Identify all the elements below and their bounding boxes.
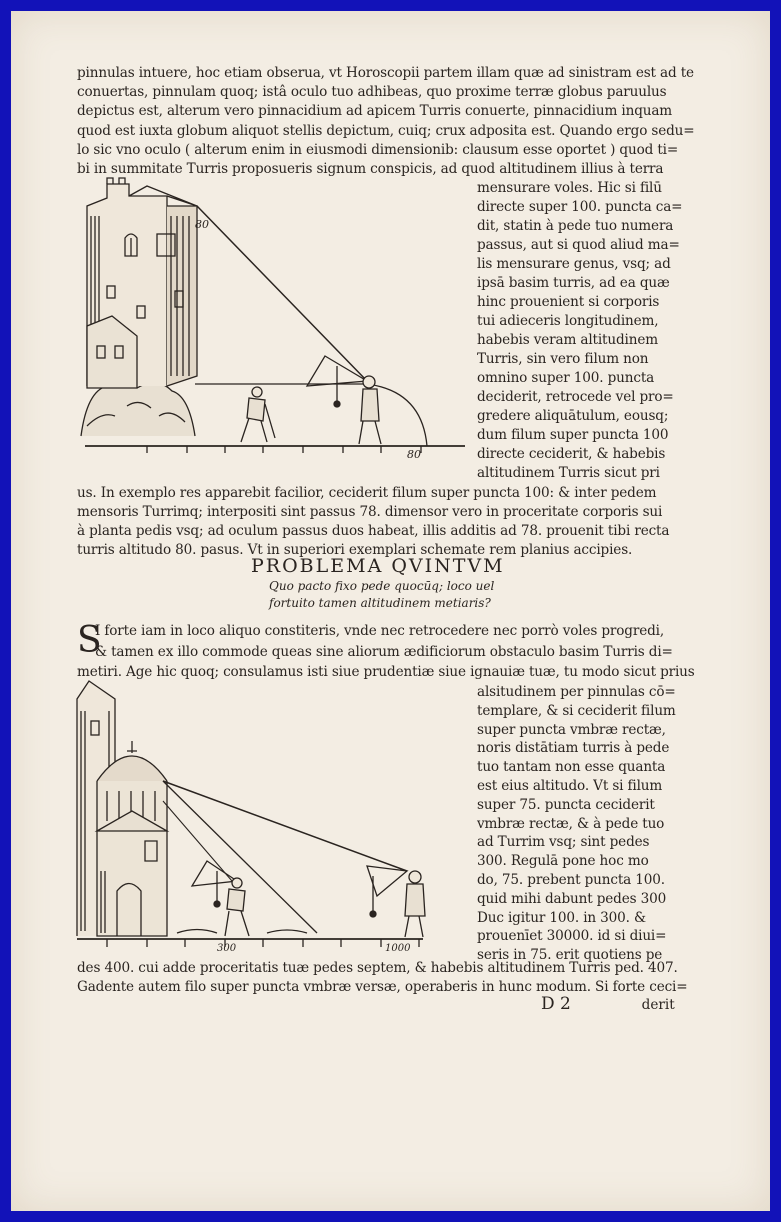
drop-capital: S [77, 620, 102, 661]
text-line: gredere aliquātulum, eousq; [477, 408, 669, 424]
text-line: do, 75. prebent puncta 100. [477, 872, 665, 888]
text-line: deciderit, retrocede vel pro= [477, 389, 674, 405]
catchword: derit [641, 997, 675, 1013]
subheading-line-2: fortuito tamen altitudinem metiaris? [269, 596, 491, 610]
fig1-base-label: 80 [407, 448, 421, 461]
text-line: dum filum super puncta 100 [477, 427, 669, 443]
text-line: bi in summitate Turris proposueris signum conspicis, ad quod altitudinem illius à terra [77, 161, 664, 177]
text-line: habebis veram altitudinem [477, 332, 658, 348]
text-line: seris in 75. erit quotiens pe [477, 947, 663, 964]
text-line: ipsā basim turris, ad ea quæ [477, 275, 670, 291]
text-line: ad Turrim vsq; sint pedes [477, 834, 650, 851]
text-line: tui adieceris longitudinem, [477, 313, 659, 329]
text-line: directe super 100. puncta ca= [477, 199, 683, 215]
text-line: quod est iuxta globum aliquot stellis depictum, cuiq; crux adposita est. Quando ergo sedu= [77, 122, 695, 139]
text-line: des 400. cui adde proceritatis tuæ pedes septem, & habebis altitudinem Turris ped. 407. [77, 960, 678, 976]
text-line: lo sic vno oculo ( alterum enim in eiusmodi dimensionib: clausum esse oportet ) quod ti= [77, 141, 679, 158]
text-line: omnino super 100. puncta [477, 370, 655, 386]
text-line: us. In exemplo res apparebit facilior, ceciderit filum super puncta 100: & inter pedem [77, 485, 657, 501]
text-line: Turris, sin vero filum non [477, 351, 649, 367]
fig2-mark-300: 300 [217, 943, 237, 954]
figure-tower-measurement-1 [67, 176, 467, 466]
text-line: dit, statin à pede tuo numera [477, 218, 674, 234]
section-heading: PROBLEMA QVINTVM [251, 555, 505, 577]
text-line: est eius altitudo. Vt si filum [477, 778, 663, 794]
text-line: alsitudinem per pinnulas cō= [477, 684, 676, 700]
book-page [11, 11, 770, 1211]
fig2-mark-1000: 1000 [385, 943, 411, 954]
subheading-line-1: Quo pacto fixo pede quocūq; loco uel [269, 579, 495, 593]
text-line: 300. Regulā pone hoc mo [477, 853, 649, 870]
text-line: tuo tantam non esse quanta [477, 759, 666, 776]
text-line: passus, aut si quod aliud ma= [477, 237, 680, 253]
text-line: super puncta vmbræ rectæ, [477, 721, 666, 738]
text-line: depictus est, alterum vero pinnacidium ad apicem Turris conuerte, pinnacidium inquam [77, 103, 673, 120]
figure-tower-measurement-2 [67, 671, 467, 956]
text-line: templare, & si ceciderit filum [477, 702, 676, 719]
fig1-top-label: 80 [195, 218, 209, 231]
text-line: pinnulas intuere, hoc etiam obserua, vt Horoscopii partem illam quæ ad sinistram est ad te [77, 65, 694, 81]
text-line: mensoris Turrimq; interpositi sint passus 78. dimensor vero in proceritate corporis sui [77, 504, 663, 520]
text-line: mensurare voles. Hic si filū [477, 180, 662, 196]
text-line: lis mensurare genus, vsq; ad [477, 256, 671, 272]
text-line: prouenīet 30000. id si diui= [477, 928, 667, 945]
text-line: I forte iam in loco aliquo constiteris, vnde nec retrocedere nec porrò voles progredi, [95, 623, 665, 639]
text-line: Gadente autem filo super puncta vmbræ versæ, operaberis in hunc modum. Si forte ceci= [77, 979, 688, 995]
text-line: metiri. Age hic quoq; consulamus isti siue prudentiæ siue ignauiæ tuæ, tu modo sicut prius [77, 664, 695, 680]
text-line: à planta pedis vsq; ad oculum passus duos habeat, illis additis ad 78. prouenit tibi recta [77, 523, 670, 539]
text-line: conuertas, pinnulam quoq; istâ oculo tuo adhibeas, quo proxime terræ globus paruulus [77, 84, 667, 101]
text-line: hinc prouenient si corporis [477, 294, 660, 310]
signature-mark [541, 994, 675, 1014]
text-line: noris distātiam turris à pede [477, 740, 670, 757]
text-line: super 75. puncta ceciderit [477, 796, 655, 813]
text-line: altitudinem Turris sicut pri [477, 465, 660, 481]
text-line: vmbræ rectæ, & à pede tuo [477, 815, 665, 832]
text-line: & tamen ex illo commode queas sine aliorum ædificiorum obstaculo basim Turris di= [95, 643, 673, 660]
text-line: quid mihi dabunt pedes 300 [477, 890, 667, 907]
signature: D 2 [541, 994, 571, 1014]
text-line: directe ceciderit, & habebis [477, 446, 666, 462]
text-line: turris altitudo 80. pasus. Vt in superiori exemplari schemate rem planius accipies. [77, 542, 633, 558]
text-line: Duc igitur 100. in 300. & [477, 909, 646, 926]
